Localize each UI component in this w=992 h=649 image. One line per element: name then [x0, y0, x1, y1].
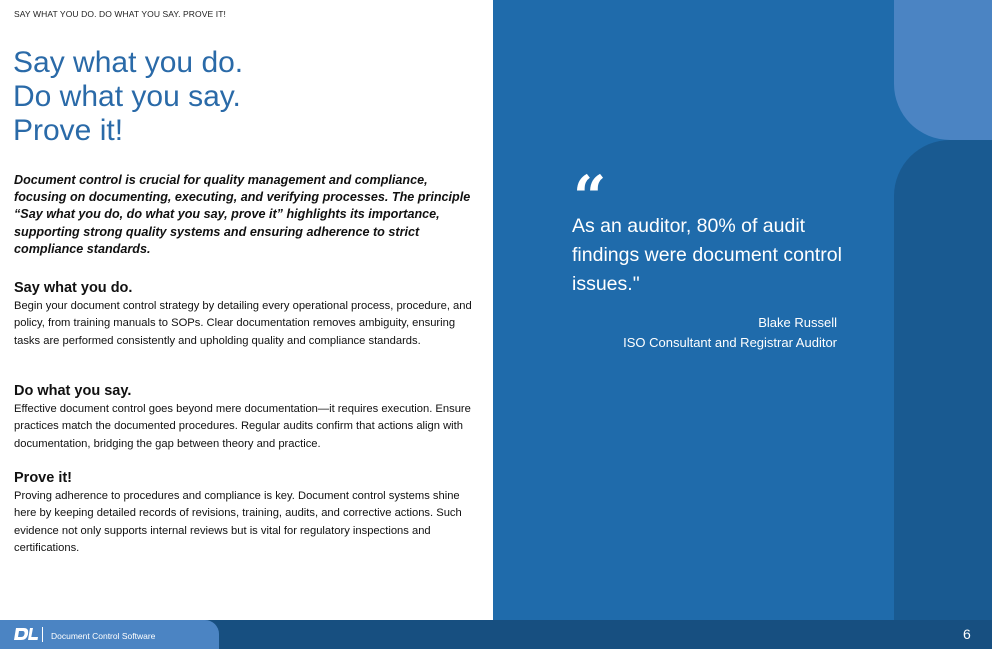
section-prove-it — [14, 470, 479, 557]
section-do-what-you-say — [14, 383, 479, 453]
page-title — [13, 46, 243, 148]
title-line-1: Say what you do. — [13, 46, 244, 79]
section-heading: Say what you do. — [14, 280, 133, 296]
author-role: ISO Consultant and Registrar Auditor — [623, 334, 837, 350]
quote-panel — [493, 0, 992, 620]
author-name: Blake Russell — [758, 315, 837, 330]
section-body: Proving adherence to procedures and compliance is key. Document control systems shine here by keeping detailed records of revisions, training, audits, and corrective actions. Such evidence not only supports internal reviews but is vital for regulatory inspections and certifications. — [14, 490, 462, 554]
section-heading: Do what you say. — [14, 383, 132, 399]
section-body: Effective document control goes beyond mere documentation—it requires execution. Ensure practices match the documented procedures. Regular audits confirm that actions align with documentation, bridging the gap between theory and practice. — [14, 403, 471, 450]
dl-logo-icon — [14, 625, 40, 643]
quote-mark-icon: “ — [573, 163, 607, 231]
title-line-3: Prove it! — [13, 114, 124, 147]
section-body: Begin your document control strategy by detailing every operational process, procedure, and policy, from training manuals to SOPs. Clear documentation removes ambiguity, ensuring tasks are performed consistently and upholding quality and compliance standards. — [14, 300, 472, 347]
page-number: 6 — [963, 626, 971, 642]
quote-text: As an auditor, 80% of audit findings were document control issues." — [572, 215, 842, 295]
content-column — [0, 0, 493, 620]
decorative-shape — [894, 0, 992, 140]
quote-attribution — [573, 313, 837, 352]
title-line-2: Do what you say. — [13, 80, 241, 113]
section-heading: Prove it! — [14, 470, 73, 486]
brand-name: Document Control Software — [51, 631, 156, 641]
decorative-shape — [894, 140, 992, 620]
section-say-what-you-do — [14, 280, 479, 350]
intro-paragraph: Document control is crucial for quality management and compliance, focusing on documenting, executing, and verifying processes. The principle “Say what you do, do what you say, prove it” highlights its importance, supporting strong quality systems and ensuring adherence to strict compliance standards. — [14, 173, 471, 256]
logo-divider — [42, 627, 43, 642]
running-head: SAY WHAT YOU DO. DO WHAT YOU SAY. PROVE IT! — [14, 9, 226, 19]
